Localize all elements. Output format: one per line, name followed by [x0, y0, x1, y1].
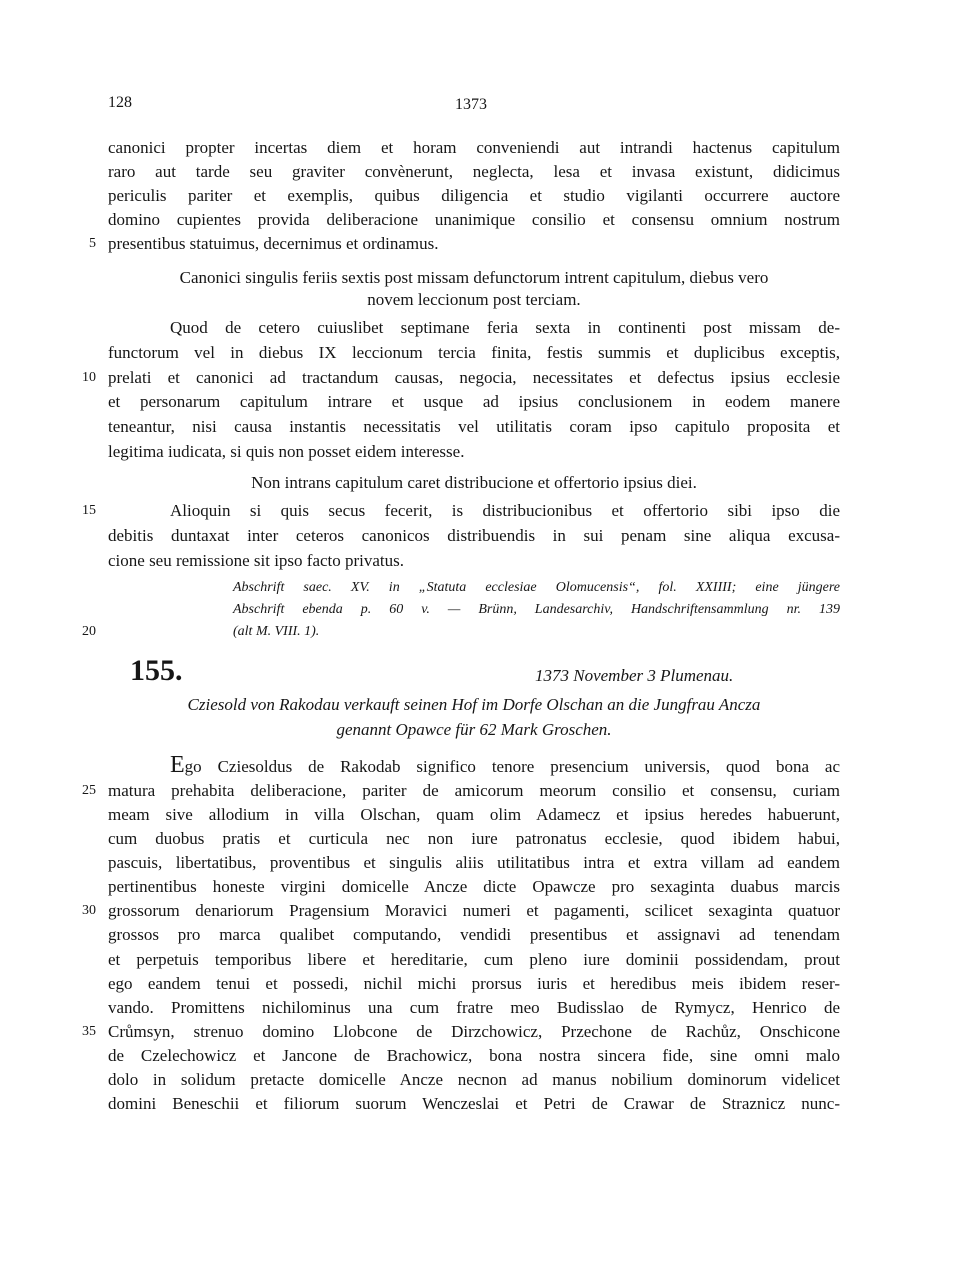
- line-text: Alioquin si quis secus fecerit, is distribucionibus et offertorio sibi ipso die: [170, 501, 840, 520]
- line-text: domini Beneschii et filiorum suorum Wenczeslai et Petri de Crawar de Straznicz nunc-: [108, 1093, 840, 1113]
- text-line: [82, 498, 840, 523]
- text-line: [108, 803, 840, 827]
- text-line: [108, 1068, 840, 1092]
- line-text: Canonici singulis feriis sextis post missam defunctorum intrent capitulum, diebus vero: [179, 268, 769, 287]
- line-text: dolo in solidum pretacte domicelle Ancze necnon ad manus nobilium dominorum videlicet: [108, 1069, 840, 1089]
- document-number: 155.: [130, 654, 183, 687]
- line-text: novem leccionum post terciam.: [367, 290, 581, 309]
- text-line: [108, 184, 840, 208]
- page-number: 128: [108, 94, 132, 111]
- line-text: grossos pro marca qualibet computando, vendidi presentibus et assignavi ad tenendam: [108, 925, 840, 945]
- text-line: [108, 208, 840, 232]
- text-line: [108, 577, 840, 599]
- line-text: Abschrift ebenda p. 60 v. — Brünn, Landesarchiv, Handschriftensammlung nr. 139: [233, 602, 840, 617]
- line-text: legitima iudicata, si quis non posset eidem interesse.: [108, 441, 465, 461]
- text-line: [108, 827, 840, 851]
- text-line: [108, 753, 840, 779]
- document-summary-title: [108, 692, 840, 742]
- text-line: [108, 267, 840, 289]
- text-line: [108, 851, 840, 875]
- line-text: functorum vel in diebus IX leccionum tercia finita, festis summis et duplicibus exceptis,: [108, 342, 840, 362]
- line-text: et perpetuis temporibus libere et hereditarie, cum pleno iure dominii possidendam, prout: [108, 949, 840, 969]
- line-text: grossorum denariorum Pragensium Moravici numeri et pagamenti, scilicet sexaginta quatuor: [108, 901, 840, 921]
- line-text: Abschrift saec. XV. in „Statuta ecclesiae Olomucensis“, fol. XXIIII; eine jüngere: [233, 580, 840, 595]
- paragraph-alioquin: [82, 498, 840, 573]
- text-line: [108, 948, 840, 972]
- text-line: [108, 1044, 840, 1068]
- line-number: 35: [82, 1023, 96, 1039]
- line-number: 15: [82, 503, 96, 518]
- line-text: Non intrans capitulum caret distribucione et offertorio ipsius diei.: [251, 473, 697, 492]
- line-number: 10: [82, 369, 96, 385]
- text-line: [108, 923, 840, 947]
- text-line: [108, 548, 840, 573]
- text-line: [108, 717, 840, 742]
- text-line: [82, 366, 840, 391]
- line-text: Quod de cetero cuiuslibet septimane feria sexta in continenti post missam de-: [170, 318, 840, 337]
- text-line: [108, 599, 840, 621]
- line-text: cum duobus pratis et curticula nec non iure patronatus ecclesie, quod ibidem habui,: [108, 829, 840, 849]
- line-number: 20: [82, 624, 96, 639]
- line-text: Cziesold von Rakodau verkauft seinen Hof im Dorfe Olschan an die Jungfrau Ancza: [187, 695, 761, 714]
- text-line: [108, 341, 840, 366]
- text-line: [108, 390, 840, 415]
- line-text: raro aut tarde seu graviter convènerunt, neglecta, lesa et invasa existunt, didicimus: [108, 162, 840, 181]
- line-text: cione seu remissione sit ipso facto privatus.: [108, 551, 405, 570]
- line-text: presentibus statuimus, decernimus et ordinamus.: [108, 234, 439, 253]
- text-line: [82, 1020, 840, 1044]
- text-line: [89, 232, 840, 256]
- line-text: meam sive allodium in villa Olschan, quam olim Adamecz et ipsius heredes habuerunt,: [108, 805, 840, 825]
- line-text: debitis duntaxat inter ceteros canonicos distribuendis in sui penam sine aliqua excusa-: [108, 526, 840, 545]
- text-line: [108, 1092, 840, 1116]
- line-text: Ego Cziesoldus de Rakodab significo tenore presencium universis, quod bona ac: [170, 752, 840, 778]
- line-number: 30: [82, 903, 96, 919]
- text-line: [108, 440, 840, 465]
- text-line: [82, 621, 840, 643]
- text-line: [108, 996, 840, 1020]
- text-line: [108, 471, 840, 495]
- line-text: periculis pariter et exemplis, quibus diligencia et studio vigilanti occurrere auctore: [108, 186, 840, 205]
- text-line: [82, 779, 840, 803]
- text-line: [108, 415, 840, 440]
- line-text: genannt Opawce für 62 Mark Groschen.: [336, 720, 612, 739]
- line-text: Crůmsyn, strenuo domino Llobcone de Dirzchowicz, Przechone de Rachůz, Onschicone: [108, 1021, 840, 1041]
- line-text: prelati et canonici ad tractandum causas, negocia, necessitates et defectus ipsius ecclesie: [108, 367, 840, 387]
- text-line: [108, 316, 840, 341]
- text-line: [108, 289, 840, 311]
- paragraph-charter-text: [82, 752, 840, 1116]
- rubric-capitulum-times: [108, 267, 840, 311]
- source-note: [82, 577, 840, 643]
- line-text: pertinentibus honeste virgini domicelle Ancze dicte Opawcze pro sexaginta duabus marcis: [108, 877, 840, 897]
- line-text: pascuis, libertatibus, proventibus et singulis aliis utilitatibus intra et extra villam ad eandem: [108, 853, 840, 873]
- document-date-place: 1373 November 3 Plumenau.: [535, 666, 734, 685]
- text-line: [108, 523, 840, 548]
- text-line: [108, 692, 840, 717]
- line-text: vando. Promittens nichilominus una cum fratre meo Budisslao de Rymycz, Henrico de: [108, 997, 840, 1017]
- text-line: [108, 875, 840, 899]
- line-text: teneantur, nisi causa instantis necessitatis vel utilitatis coram ipso capitulo proposita et: [108, 417, 840, 437]
- rubric-non-intrans: [108, 471, 840, 495]
- line-text: matura prehabita deliberacione, pariter de amicorum meorum consilio et consensu, curiam: [108, 781, 840, 801]
- line-text: et personarum capitulum intrare et usque ad ipsius conclusionem in eodem manere: [108, 392, 840, 412]
- line-text: de Czelechowicz et Jancone de Brachowicz, bona nostra sincera fide, sine omni malo: [108, 1045, 840, 1065]
- line-text: canonici propter incertas diem et horam conveniendi aut intrandi hactenus capitulum: [108, 138, 840, 157]
- line-number: 25: [82, 783, 96, 799]
- running-head-year: 1373: [455, 96, 487, 113]
- text-line: [108, 136, 840, 160]
- line-number: 5: [89, 236, 96, 251]
- paragraph-statute-intro: [89, 136, 840, 256]
- line-text: (alt M. VIII. 1).: [233, 624, 320, 639]
- line-text: ego eandem tenui et possedi, nichil michi prorsus iuris et heredibus meis ibidem reser-: [108, 973, 840, 993]
- text-line: [108, 972, 840, 996]
- text-line: [108, 160, 840, 184]
- text-line: [82, 899, 840, 923]
- line-text: domino cupientes provida deliberacione unanimique consilio et consensu omnium nostrum: [108, 210, 840, 229]
- paragraph-quod-de-cetero: [82, 316, 840, 465]
